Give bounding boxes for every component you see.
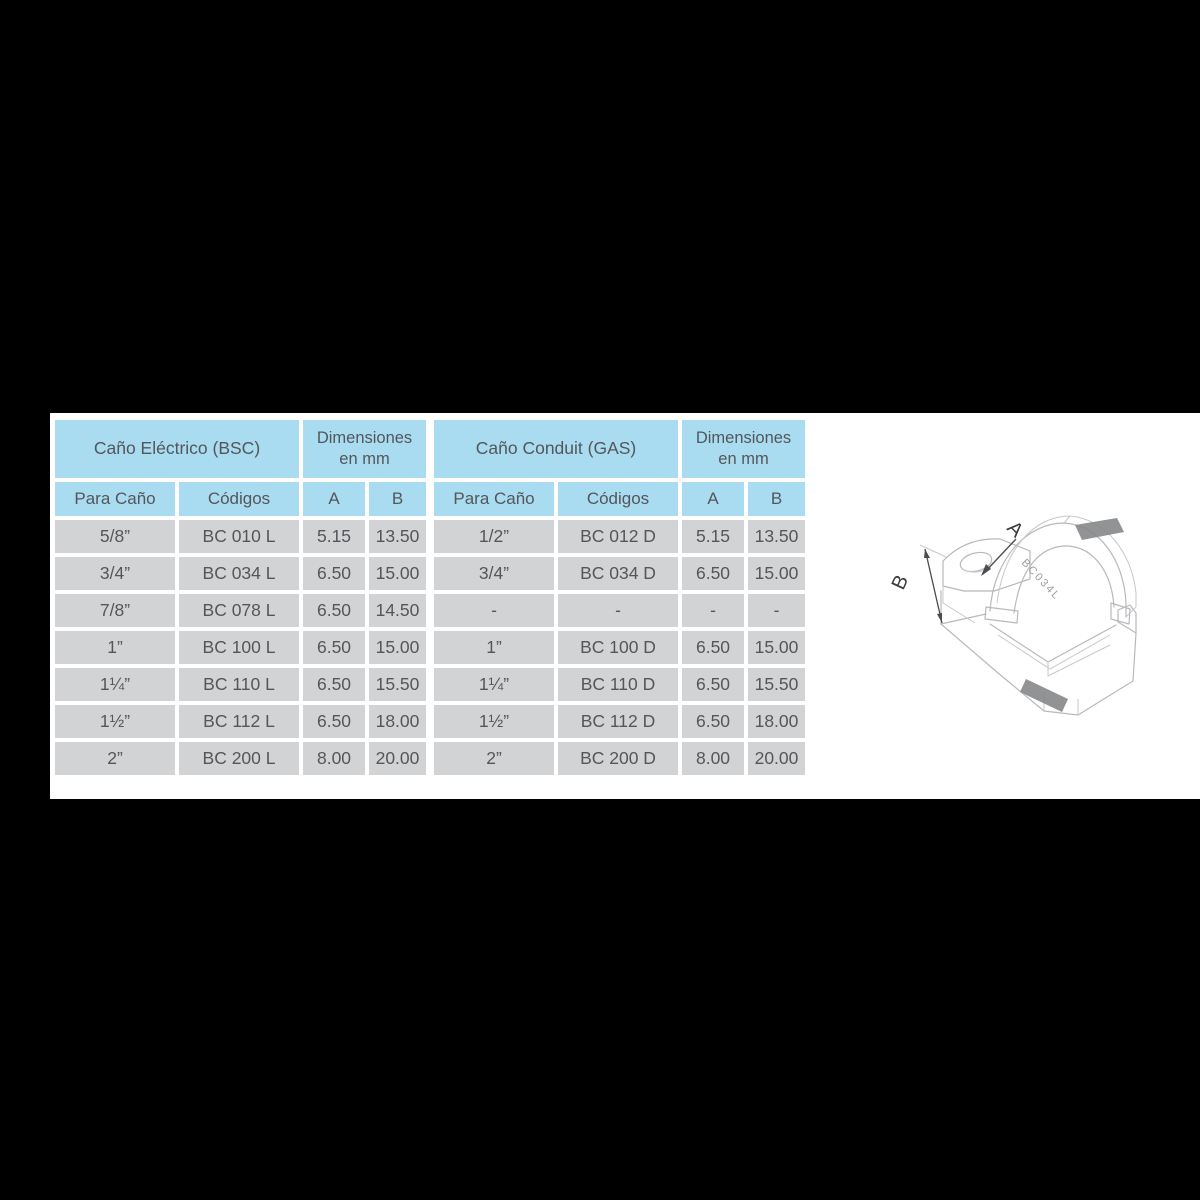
- group-header-bsc: Caño Eléctrico (BSC): [55, 420, 299, 478]
- table-cell: BC 100 D: [558, 631, 678, 664]
- table-cell: 18.00: [748, 705, 805, 738]
- table-cell: 1¼”: [55, 668, 175, 701]
- table-cell: 2”: [55, 742, 175, 775]
- table-cell: 18.00: [369, 705, 426, 738]
- dimensions-header-gas: Dimensiones en mm: [682, 420, 805, 478]
- group-header-gas: Caño Conduit (GAS): [434, 420, 678, 478]
- table-row: [55, 520, 426, 553]
- table-row: [434, 631, 805, 664]
- table-cell: 20.00: [748, 742, 805, 775]
- table-cell: BC 078 L: [179, 594, 299, 627]
- table-cell: 20.00: [369, 742, 426, 775]
- table-cell: 6.50: [303, 557, 365, 590]
- table-cell: 6.50: [303, 705, 365, 738]
- table-row: [55, 668, 426, 701]
- table-cano-conduit-gas: [430, 416, 809, 779]
- spec-tables: [51, 416, 809, 779]
- table-cell: BC 200 D: [558, 742, 678, 775]
- table-cell: BC 034 D: [558, 557, 678, 590]
- table-row: [55, 631, 426, 664]
- group-header-row: [55, 420, 426, 478]
- table-cell: BC 010 L: [179, 520, 299, 553]
- table-cell: -: [434, 594, 554, 627]
- dim-b-line: [925, 549, 942, 623]
- table-cell: 6.50: [682, 631, 744, 664]
- dim-a-arrowhead: [981, 564, 991, 576]
- dim-b-arrowhead-top: [924, 549, 930, 558]
- col-header-codigos: Códigos: [179, 482, 299, 516]
- table-cell: BC 112 D: [558, 705, 678, 738]
- table-cell: 15.50: [369, 668, 426, 701]
- dim-b-witness: [920, 545, 946, 557]
- table-cell: 8.00: [682, 742, 744, 775]
- table-cell: 6.50: [303, 668, 365, 701]
- table-cell: -: [748, 594, 805, 627]
- table-cell: 15.00: [369, 631, 426, 664]
- table-cell: 6.50: [682, 668, 744, 701]
- table-cell: 15.50: [748, 668, 805, 701]
- channel-front-rim: [990, 624, 1116, 662]
- table-row: [55, 705, 426, 738]
- table-cell: 7/8”: [55, 594, 175, 627]
- table-cell: BC 110 D: [558, 668, 678, 701]
- table-cell: 8.00: [303, 742, 365, 775]
- table-cell: BC 100 L: [179, 631, 299, 664]
- table-cell: 15.00: [369, 557, 426, 590]
- col-header-b: B: [369, 482, 426, 516]
- table-row: [434, 520, 805, 553]
- table-row: [434, 705, 805, 738]
- table-cell: -: [682, 594, 744, 627]
- table-cell: BC 012 D: [558, 520, 678, 553]
- col-header-para-cano: Para Caño: [55, 482, 175, 516]
- table-cell: 13.50: [369, 520, 426, 553]
- column-header-row: [434, 482, 805, 516]
- col-header-para-cano: Para Caño: [434, 482, 554, 516]
- group-header-row: [434, 420, 805, 478]
- channel-floor-edge: [1048, 645, 1110, 676]
- table-cano-electrico-bsc: [51, 416, 430, 779]
- table-row: [55, 742, 426, 775]
- clamp-isometric-drawing: [878, 483, 1178, 763]
- brand-plaque-strap: [1075, 518, 1124, 540]
- table-row: [434, 557, 805, 590]
- column-header-row: [55, 482, 426, 516]
- table-cell: 1½”: [55, 705, 175, 738]
- table-cell: 15.00: [748, 631, 805, 664]
- table-cell: BC 034 L: [179, 557, 299, 590]
- table-row: [55, 557, 426, 590]
- table-cell: 15.00: [748, 557, 805, 590]
- part-marking-text: BC034L: [1018, 556, 1063, 603]
- table-cell: BC 200 L: [179, 742, 299, 775]
- table-cell: 1”: [434, 631, 554, 664]
- table-cell: 13.50: [748, 520, 805, 553]
- table-row: [434, 668, 805, 701]
- table-cell: -: [558, 594, 678, 627]
- dimension-label-a: A: [1002, 516, 1028, 542]
- table-cell: 1¼”: [434, 668, 554, 701]
- table-row: [434, 742, 805, 775]
- table-cell: 6.50: [682, 557, 744, 590]
- table-cell: 5.15: [303, 520, 365, 553]
- col-header-a: A: [303, 482, 365, 516]
- table-cell: 14.50: [369, 594, 426, 627]
- dimensions-header-bsc: Dimensiones en mm: [303, 420, 426, 478]
- table-cell: BC 110 L: [179, 668, 299, 701]
- table-cell: 6.50: [682, 705, 744, 738]
- content-panel: [50, 413, 1200, 799]
- col-header-a: A: [682, 482, 744, 516]
- table-cell: 1”: [55, 631, 175, 664]
- col-header-b: B: [748, 482, 805, 516]
- table-row: [434, 594, 805, 627]
- table-cell: 3/4”: [55, 557, 175, 590]
- table-cell: BC 112 L: [179, 705, 299, 738]
- table-cell: 3/4”: [434, 557, 554, 590]
- col-header-codigos: Códigos: [558, 482, 678, 516]
- dimension-label-b: B: [887, 571, 914, 594]
- table-cell: 6.50: [303, 631, 365, 664]
- table-cell: 1½”: [434, 705, 554, 738]
- table-cell: 2”: [434, 742, 554, 775]
- table-cell: 5/8”: [55, 520, 175, 553]
- table-cell: 6.50: [303, 594, 365, 627]
- table-row: [55, 594, 426, 627]
- table-cell: 5.15: [682, 520, 744, 553]
- table-cell: 1/2”: [434, 520, 554, 553]
- dim-b-arrowhead-bottom: [937, 613, 942, 623]
